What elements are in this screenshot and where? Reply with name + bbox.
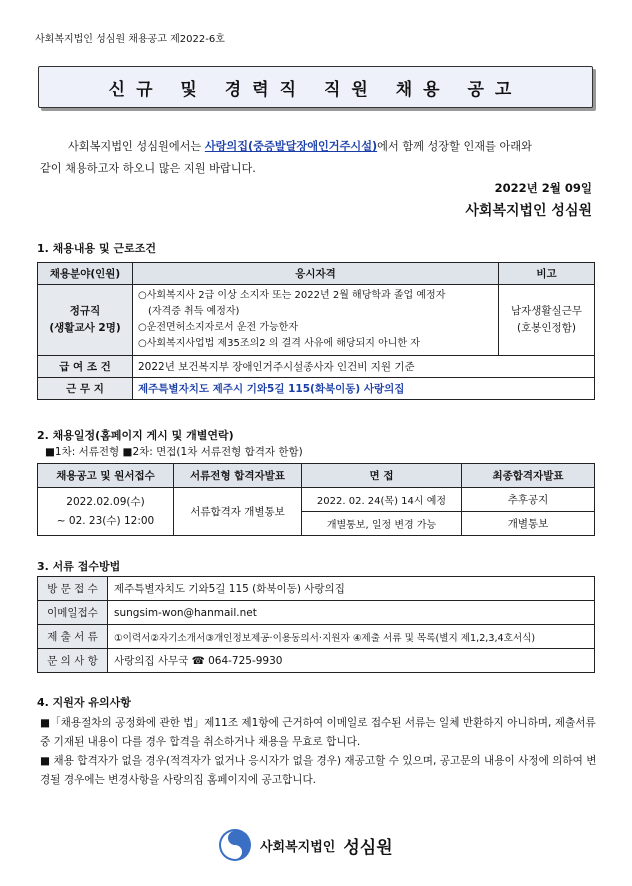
qualification-1: ○사회복지사 2급 이상 소지자 또는 2022년 2월 해당학과 졸업 예정자 <box>138 290 446 301</box>
workplace-label: 근 무 지 <box>38 378 133 400</box>
footer-logo <box>218 828 393 862</box>
intro-text: 사회복지법인 성심원에서는 <box>68 140 205 153</box>
period-start: 2022.02.09(수) <box>66 495 145 508</box>
doc-result-value: 서류합격자 개별통보 <box>174 488 302 536</box>
applicant-notes <box>40 714 600 790</box>
notice-date: 2022년 2월 09일 <box>494 181 592 195</box>
intro-paragraph <box>40 136 595 180</box>
visit-label: 방 문 접 수 <box>38 577 108 601</box>
organization-name: 사회복지법인 성심원 <box>465 203 592 219</box>
section-3-heading: 3. 서류 접수방법 <box>37 560 121 573</box>
section-2-heading: 2. 채용일정(홈페이지 게시 및 개별연락) <box>37 429 234 442</box>
intro-text-2: 에서 함께 성장할 인재를 아래와 <box>377 140 532 153</box>
section-4-heading: 4. 지원자 유의사항 <box>37 696 131 709</box>
footer-org-name: 성심원 <box>343 837 393 858</box>
notice-title-box <box>38 66 593 108</box>
remark-line-2: (호봉인정함) <box>517 322 576 334</box>
page-title: 신규 및 경력직 직원 채용 공고 <box>108 79 523 100</box>
facility-name: 사랑의집(중증발달장애인거주시설) <box>204 140 378 153</box>
period-end: ~ 02. 23(수) 12:00 <box>56 514 155 527</box>
final-result-note: 개별통보 <box>462 512 595 536</box>
remark-line-1: 남자생활실근무 <box>510 305 582 317</box>
remarks-cell <box>499 285 595 356</box>
visit-address: 제주특별자치도 기와5길 115 (화북이동) 사랑의집 <box>108 577 595 601</box>
documents-list: ①이력서②자기소개서③개인정보제공·이용동의서·지원자 ④제출 서류 및 목록(별지 제1,2,3,4호서식) <box>108 625 595 649</box>
pay-label: 급 여 조 건 <box>38 356 133 378</box>
email-address[interactable]: sungsim-won@hanmail.net <box>108 601 595 625</box>
email-label: 이메일접수 <box>38 601 108 625</box>
workplace-value: 제주특별자치도 제주시 기와5길 115(화북이동) 사랑의집 <box>133 378 595 400</box>
position-type: 정규직 <box>69 305 101 317</box>
interview-note: 개별통보, 일정 변경 가능 <box>302 512 462 536</box>
interview-date: 2022. 02. 24(목) 14시 예정 <box>302 488 462 512</box>
col-interview: 면 접 <box>302 464 462 488</box>
pay-value: 2022년 보건복지부 장애인거주시설종사자 인건비 지원 기준 <box>133 356 595 378</box>
contact-value: 사랑의집 사무국 ☎ 064-725-9930 <box>108 649 595 673</box>
qualification-2: ○운전면허소지자로서 운전 가능한자 <box>138 322 298 333</box>
contact-label: 문 의 사 항 <box>38 649 108 673</box>
qualification-3: ○사회복지사업법 제35조의2 의 결격 사유에 해당되지 아니한 자 <box>138 338 420 349</box>
qualification-1b: (자격증 취득 예정자) <box>148 306 240 317</box>
col-final-result: 최종합격자발표 <box>462 464 595 488</box>
col-doc-result: 서류전형 합격자발표 <box>174 464 302 488</box>
intro-text-3: 같이 채용하고자 하오니 많은 지원 바랍니다. <box>40 162 256 175</box>
recruit-table <box>37 262 595 400</box>
footer-org-type: 사회복지법인 <box>260 839 336 855</box>
document-number: 사회복지법인 성심원 채용공고 제2022-6호 <box>35 34 225 45</box>
section-1-heading: 1. 채용내용 및 근로조건 <box>37 242 156 255</box>
schedule-table <box>37 463 595 536</box>
sungsimwon-logo-icon <box>218 828 252 862</box>
position-cell <box>38 285 133 356</box>
schedule-subtitle: ■1차: 서류전형 ■2차: 면접(1차 서류전형 합격자 한함) <box>45 446 303 458</box>
documents-label: 제 출 서 류 <box>38 625 108 649</box>
final-result-date: 추후공지 <box>462 488 595 512</box>
col-position: 채용분야(인원) <box>38 263 133 285</box>
qualification-cell <box>133 285 499 356</box>
submission-table <box>37 576 595 673</box>
col-application: 채용공고 및 원서접수 <box>38 464 174 488</box>
note-item-1: ■「채용절차의 공정화에 관한 법」제11조 제1항에 근거하여 이메일로 접수된 서류는 일체 반환하지 아니하며, 제출서류 중 기재된 내용이 다를 경우 합격을 취소하거나 채용을 무효로 합니다. <box>40 717 596 748</box>
position-role: (생활교사 2명) <box>49 322 121 334</box>
col-remarks: 비고 <box>499 263 595 285</box>
application-period <box>38 488 174 536</box>
note-item-2: ■ 채용 합격자가 없을 경우(적격자가 없거나 응시자가 없을 경우) 재공고할 수 있으며, 공고문의 내용이 사정에 의하여 변경될 경우에는 변경사항을 사랑의집 홈페이지에 공고합니다. <box>40 755 597 786</box>
col-qualification: 응시자격 <box>133 263 499 285</box>
